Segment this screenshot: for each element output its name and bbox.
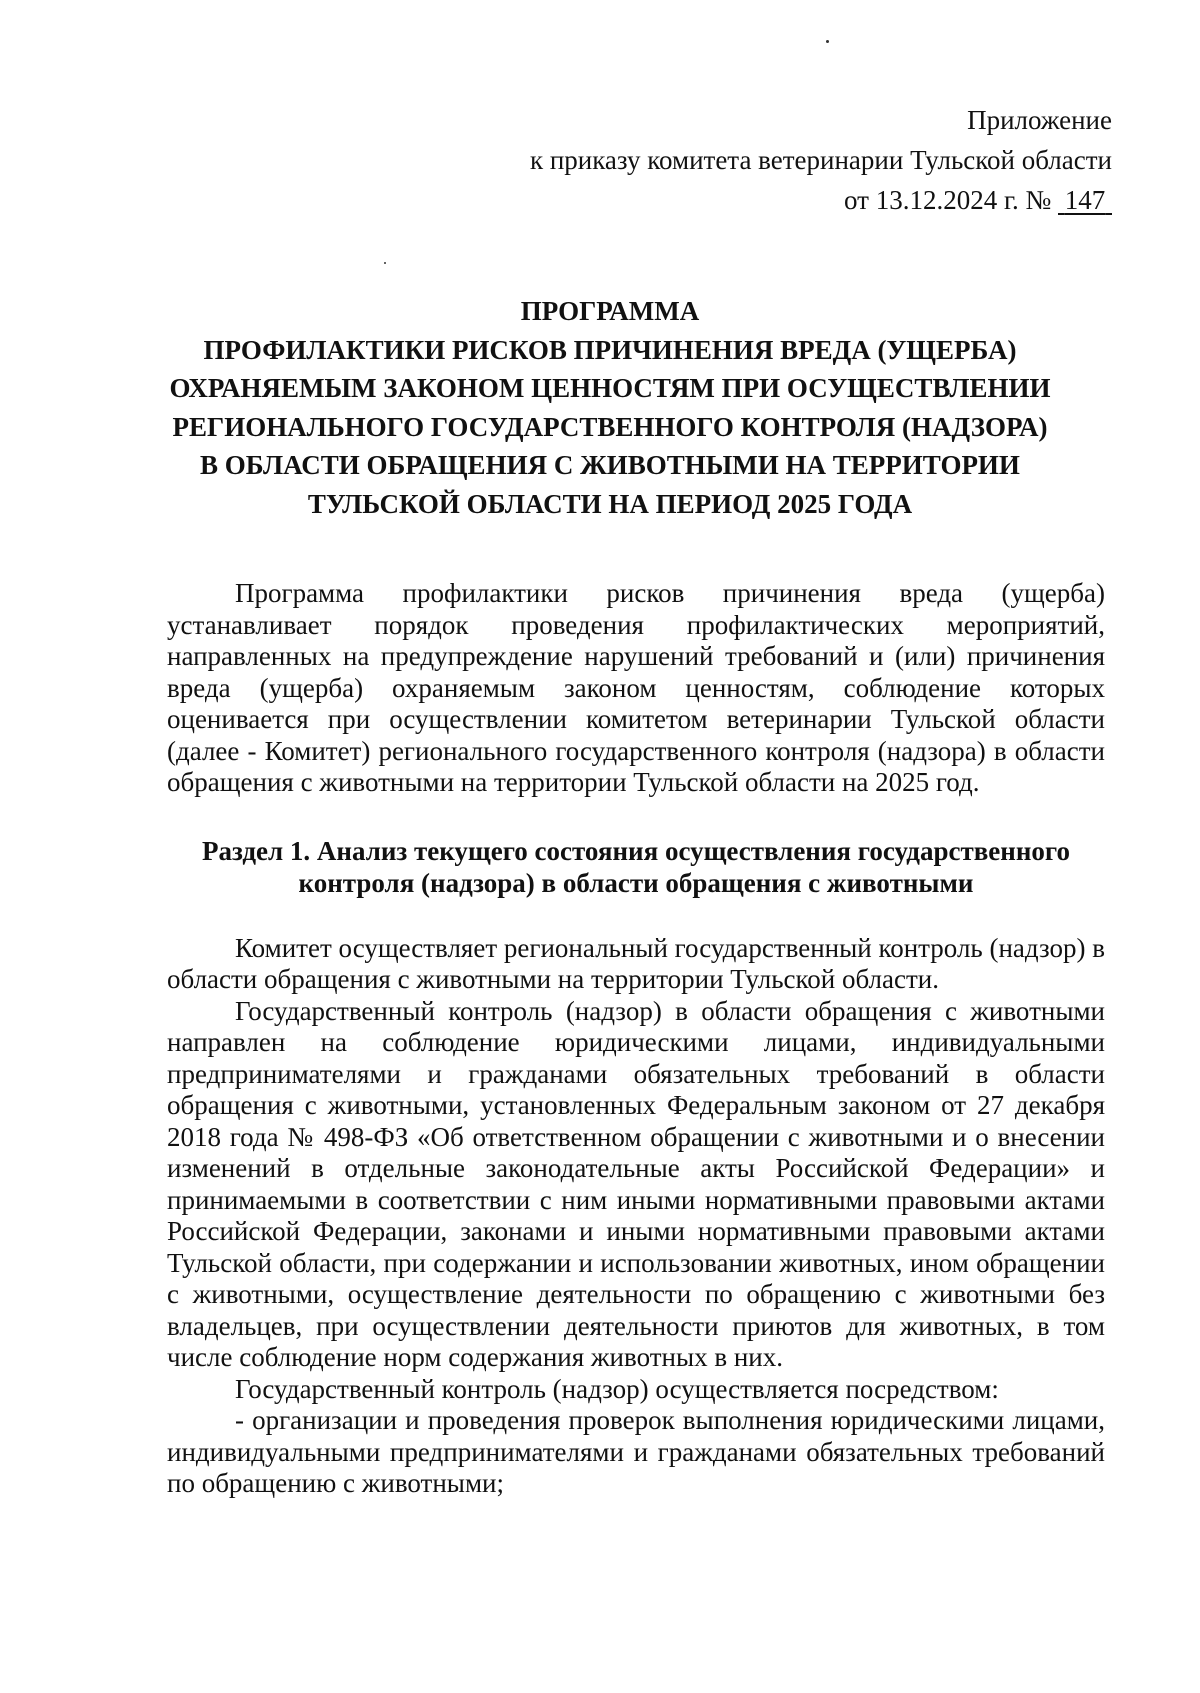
order-number (1058, 185, 1112, 215)
document-body (167, 578, 1105, 1500)
title-line: ТУЛЬСКОЙ ОБЛАСТИ НА ПЕРИОД 2025 ГОДА (307, 488, 913, 519)
section-1-heading (167, 835, 1105, 899)
title-line: РЕГИОНАЛЬНОГО ГОСУДАРСТВЕННОГО КОНТРОЛЯ (НАДЗОРА) (172, 411, 1048, 442)
section-paragraph: Государственный контроль (надзор) осуществляется посредством: (235, 1373, 999, 1404)
appendix-header (412, 100, 1112, 220)
scan-speck (384, 262, 386, 264)
appendix-label: Приложение (967, 105, 1112, 135)
order-date-line (412, 180, 1112, 220)
section-heading-line: контроля (надзора) в области обращения с животными (298, 867, 974, 898)
order-date: от 13.12.2024 г. № (844, 185, 1058, 215)
section-heading-line: Раздел 1. Анализ текущего состояния осуществления государственного (202, 835, 1070, 866)
section-paragraph: Государственный контроль (надзор) в области обращения с животными направлен на соблюдение юридическими лицами, индивидуальными предпринимателями и гражданами обязательных требований в области обращения с животными, установленных Федеральным законом от 27 декабря 2018 года № 498-ФЗ «Об ответственном обращении с животными и о внесении изменений в отдельные законодательные акты Российской Федерации» и принимаемыми в соответствии с ним иными нормативными правовыми актами Российской Федерации, законами и иными нормативными правовыми актами Тульской области, при содержании и использовании животных, ином обращении с животными, осуществление деятельности по обращению с животными без владельцев, при осуществлении деятельности приютов для животных, в том числе соблюдение норм содержания животных в них. (167, 995, 1105, 1372)
title-line: ОХРАНЯЕМЫМ ЗАКОНОМ ЦЕННОСТЯМ ПРИ ОСУЩЕСТВЛЕНИИ (169, 373, 1051, 403)
title-line: В ОБЛАСТИ ОБРАЩЕНИЯ С ЖИВОТНЫМИ НА ТЕРРИТОРИИ (200, 450, 1020, 480)
title-line: ПРОГРАММА (520, 296, 700, 326)
order-number-value: 147 (1064, 185, 1106, 215)
title-line: ПРОФИЛАКТИКИ РИСКОВ ПРИЧИНЕНИЯ ВРЕДА (УЩЕРБА) (203, 334, 1017, 365)
list-item: - организации и проведения проверок выполнения юридическими лицами, индивидуальными предпринимателями и гражданами обязательных требований по обращению с животными; (167, 1405, 1105, 1498)
order-reference: к приказу комитета ветеринарии Тульской области (529, 145, 1112, 175)
intro-paragraph: Программа профилактики рисков причинения вреда (ущерба) устанавливает порядок проведения профилактических мероприятий, направленных на предупреждение нарушений требований и (или) причинения вреда (ущерба) охраняемым законом ценностям, соблюдение которых оценивается при осуществлении комитетом ветеринарии Тульской области (далее - Комитет) регионального государственного контроля (надзора) в области обращения с животными на территории Тульской области на 2025 год. (167, 578, 1105, 797)
document-title (150, 292, 1070, 523)
scan-speck (826, 40, 829, 43)
section-paragraph: Комитет осуществляет региональный государственный контроль (надзор) в области обращения с животными на территории Тульской области. (167, 932, 1105, 994)
